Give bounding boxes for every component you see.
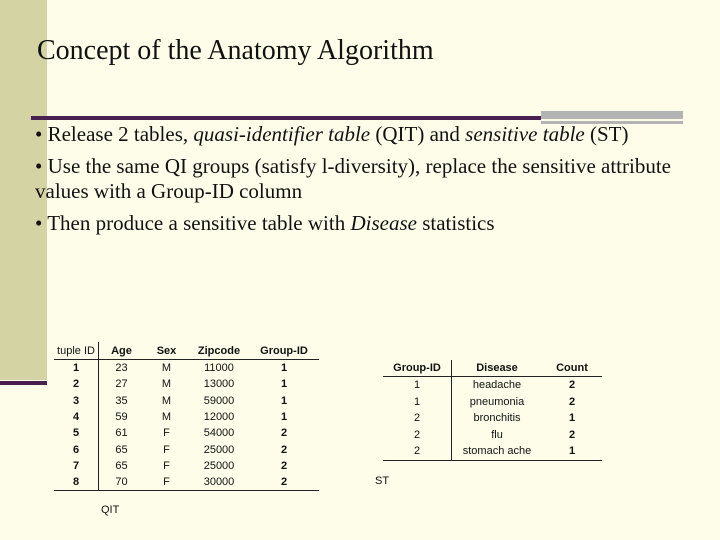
st-cell: 2 [568,395,576,408]
bullet-3 [35,211,685,236]
st-cell: stomach ache [452,443,543,460]
table-row [383,377,602,394]
qit-cell: 70 [99,474,145,491]
st-header-disease: Disease [452,360,543,377]
qit-cell: 25000 [203,459,235,472]
qit-cell: 65 [115,443,128,456]
qit-header-sex: Sex [144,342,189,360]
bullet-1-qit-term: quasi-identifier table [193,122,371,146]
st-table [383,360,602,461]
qit-cell: 2 [249,474,319,491]
qit-cell: 3 [54,393,99,409]
qit-cell: F [144,474,189,491]
qit-cell: 2 [280,443,288,456]
st-header-row [383,360,602,377]
bullet-3-text-end: statistics [416,211,495,235]
qit-cell: 1 [280,394,288,407]
st-cell: 1 [542,443,602,460]
qit-header-group-id: Group-ID [249,342,319,360]
table-row [383,410,602,427]
st-cell: 1 [383,377,452,394]
qit-header-tuple-id: tuple ID [54,342,99,360]
qit-cell: 65 [115,459,128,472]
st-cell: 2 [568,428,576,441]
qit-cell: 1 [280,411,288,424]
qit-cell: 61 [115,427,128,440]
st-cell: 2 [383,410,452,427]
qit-cell: 4 [54,409,99,425]
table-row [54,360,319,377]
left-decor-gap [0,380,47,540]
table-row [54,425,319,441]
table-row [54,376,319,392]
qit-header-zipcode: Zipcode [189,342,249,360]
qit-cell: F [163,443,170,456]
qit-cell: 59000 [203,394,235,407]
qit-cell: 23 [115,362,128,375]
qit-caption: QIT [101,504,120,516]
st-cell: 2 [383,443,452,460]
st-cell: flu [491,428,503,441]
table-row [54,393,319,409]
qit-cell: M [161,394,172,407]
bullet-1-text-mid: (QIT) and [370,122,466,146]
st-cell: 1 [568,412,576,425]
qit-cell: 2 [54,376,99,392]
bullet-2: • Use the same QI groups (satisfy l-diversity), replace the sensitive attribute values with a Group-ID column [35,154,671,203]
qit-cell: 35 [115,394,128,407]
table-row [54,474,319,491]
qit-cell: 8 [54,474,99,491]
st-cell: 1 [383,394,452,411]
qit-cell: 12000 [203,411,235,424]
title-rule-grey [541,111,683,119]
qit-cell: 1 [54,360,99,377]
slide-title: Concept of the Anatomy Algorithm [37,35,434,66]
table-row [54,441,319,457]
st-header-group-id: Group-ID [383,360,452,377]
qit-cell: M [161,362,172,375]
qit-cell: 27 [115,378,128,391]
qit-cell: 2 [280,459,288,472]
st-cell: headache [472,379,522,392]
qit-cell: 59 [115,411,128,424]
qit-cell: 1 [280,378,288,391]
qit-table [54,342,319,491]
table-row [383,427,602,444]
st-header-count: Count [542,360,602,377]
qit-header-row [54,342,319,360]
qit-cell: 13000 [203,378,235,391]
table-row [54,458,319,474]
qit-cell: 25000 [203,443,235,456]
st-cell: 2 [383,427,452,444]
bullet-3-disease-term: Disease [350,211,417,235]
qit-cell: M [161,378,172,391]
table-row [54,409,319,425]
qit-cell: 1 [280,362,288,375]
qit-cell: 54000 [203,427,235,440]
qit-cell: 5 [54,425,99,441]
qit-cell: 7 [54,458,99,474]
bullet-1-text: • Release 2 tables, [35,122,194,146]
qit-cell: 6 [54,441,99,457]
qit-cell: M [161,411,172,424]
st-cell: 2 [568,379,576,392]
qit-header-age: Age [99,342,145,360]
table-row [383,443,602,460]
bullet-1 [35,122,685,147]
table-row [383,394,602,411]
qit-cell: 11000 [204,362,234,375]
bullet-3-text: • Then produce a sensitive table with [35,211,351,235]
title-rule-dark [31,116,541,120]
qit-cell: 30000 [189,474,249,491]
qit-cell: 2 [280,427,288,440]
bullet-1-st-term: sensitive table [465,122,585,146]
left-decor-accent [0,381,47,385]
qit-cell: F [163,427,170,440]
bullet-list [35,122,685,243]
st-caption: ST [375,475,390,487]
bullet-1-text-end: (ST) [584,122,629,146]
qit-cell: F [163,459,170,472]
st-cell: bronchitis [473,412,521,425]
st-cell: pneumonia [469,395,525,408]
